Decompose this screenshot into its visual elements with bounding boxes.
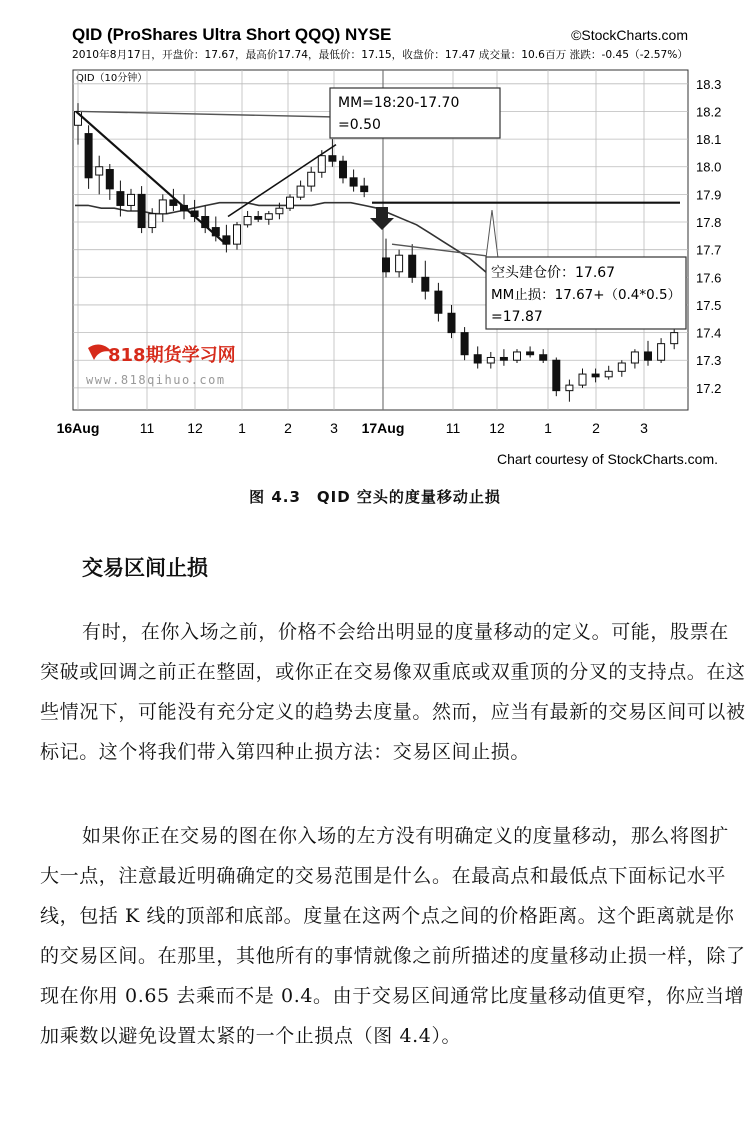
candle-body — [500, 357, 507, 360]
chart-credit: Chart courtesy of StockCharts.com. — [497, 451, 718, 467]
y-tick-label: 17.3 — [696, 353, 722, 369]
x-tick-label: 2 — [284, 420, 292, 436]
x-tick-label: 1 — [238, 420, 246, 436]
entry-callout-line-3: =17.87 — [491, 309, 543, 325]
candle-body — [448, 313, 455, 332]
candle-body — [645, 352, 652, 360]
x-tick-label: 2 — [592, 420, 600, 436]
body-paragraph-1: 有时，在你入场之前，价格不会给出明显的度量移动的定义。可能，股票在突破或回调之前正在整固，或你正在交易像双重底或双重顶的分叉的支持点。在这些情况下，可能没有充分定义的趋势去度量。然而，应当有最新的交易区间可以被标记。这个将我们带入第四种止损方法：交易区间止损。 — [40, 621, 746, 763]
candle-body — [566, 385, 573, 391]
candle-body — [308, 172, 315, 186]
measure-top-line — [80, 111, 336, 117]
candle-body — [85, 134, 92, 178]
x-tick-label: 17Aug — [361, 420, 405, 436]
y-tick-label: 17.2 — [696, 380, 722, 396]
figure-caption: 图 4.3 QID 空头的度量移动止损 — [249, 488, 501, 506]
candle-body — [329, 156, 336, 162]
candle-body — [287, 197, 294, 208]
mm-callout-line-1: MM=18:20-17.70 — [338, 95, 460, 111]
x-tick-label: 12 — [489, 420, 505, 436]
x-tick-label: 3 — [330, 420, 338, 436]
candle-body — [149, 214, 156, 228]
x-tick-label: 16Aug — [56, 420, 100, 436]
y-tick-label: 17.4 — [696, 325, 722, 341]
candle-body — [244, 217, 251, 225]
candle-body — [487, 357, 494, 363]
candle-body — [527, 352, 534, 355]
chart-figure — [0, 0, 750, 475]
y-tick-label: 17.8 — [696, 215, 722, 231]
chart-title: QID (ProShares Ultra Short QQQ) NYSE — [72, 25, 392, 44]
candle-body — [234, 225, 241, 244]
x-tick-label: 12 — [187, 420, 203, 436]
chart-info-line: 2010年8月17日，开盘价：17.67，最高价17.74，最低价：17.15，收盘价：17.47 成交量：10.6百万 涨跌：-0.45（-2.57%） — [72, 49, 680, 61]
candle-body — [297, 186, 304, 197]
watermark-logo-text: 818期货学习网 — [108, 345, 236, 366]
entry-callout-line-2: MM止损：17.67+（0.4*0.5） — [491, 288, 675, 303]
candle-body — [631, 352, 638, 363]
candle-body — [318, 156, 325, 173]
candle-body — [255, 217, 262, 220]
mm-callout-line-2: =0.50 — [338, 117, 381, 133]
candle-body — [514, 352, 521, 360]
x-tick-label: 11 — [139, 420, 155, 436]
candle-body — [159, 200, 166, 214]
y-tick-label: 18.2 — [696, 104, 722, 120]
candle-body — [383, 258, 390, 272]
interval-label: QID（10分钟） — [76, 73, 148, 84]
y-tick-label: 18.0 — [696, 159, 722, 175]
candle-body — [276, 208, 283, 214]
y-tick-label: 18.3 — [696, 76, 722, 92]
candle-body — [553, 360, 560, 390]
x-tick-label: 11 — [445, 420, 461, 436]
candle-body — [605, 371, 612, 377]
candle-body — [340, 161, 347, 178]
section-heading: 交易区间止损 — [82, 556, 208, 580]
y-tick-label: 17.9 — [696, 187, 722, 203]
candle-body — [540, 355, 547, 361]
candle-body — [474, 355, 481, 363]
x-tick-label: 3 — [640, 420, 648, 436]
moving-average-line — [75, 203, 548, 316]
entry-arrow-icon — [370, 207, 394, 230]
watermark-url: www.818qihuo.com — [86, 373, 226, 387]
y-tick-label: 17.7 — [696, 242, 722, 258]
candle-body — [396, 255, 403, 272]
chart-source: ©StockCharts.com — [571, 27, 688, 43]
candle-body — [409, 255, 416, 277]
candle-body — [138, 194, 145, 227]
candle-body — [658, 344, 665, 361]
candle-body — [579, 374, 586, 385]
candlestick-chart — [0, 0, 750, 475]
candle-body — [361, 186, 368, 192]
y-tick-label: 17.6 — [696, 270, 722, 286]
candle-body — [671, 333, 678, 344]
callout-pointer — [486, 210, 498, 258]
candle-body — [435, 291, 442, 313]
y-tick-label: 17.5 — [696, 297, 722, 313]
candle-body — [592, 374, 599, 377]
candle-body — [106, 170, 113, 189]
entry-callout-line-1: 空头建仓价：17.67 — [491, 265, 616, 281]
candle-body — [265, 214, 272, 220]
body-paragraph-2: 如果你正在交易的图在你入场的左方没有明确定义的度量移动，那么将图扩大一点，注意最近明确确定的交易范围是什么。在最高点和最低点下面标记水平线，包括 K 线的顶部和底部。度量在这两个点之间的价格距离。这个距离就是你的交易区间。在那里，其他所有的事情就像之前所描述的度量移动止损一样，除了现在你用 0.65 去乘而不是 0.4。由于交易区间通常比度量移动值更窄，你应当增加乘数以避免设置太紧的一个止损点（图 4.4）。 — [40, 825, 746, 1047]
candle-body — [117, 192, 124, 206]
candle-body — [618, 363, 625, 371]
candle-body — [350, 178, 357, 186]
candle-body — [422, 277, 429, 291]
candle-body — [128, 194, 135, 205]
x-tick-label: 1 — [544, 420, 552, 436]
candle-body — [461, 333, 468, 355]
candle-body — [96, 167, 103, 175]
y-tick-label: 18.1 — [696, 132, 722, 148]
